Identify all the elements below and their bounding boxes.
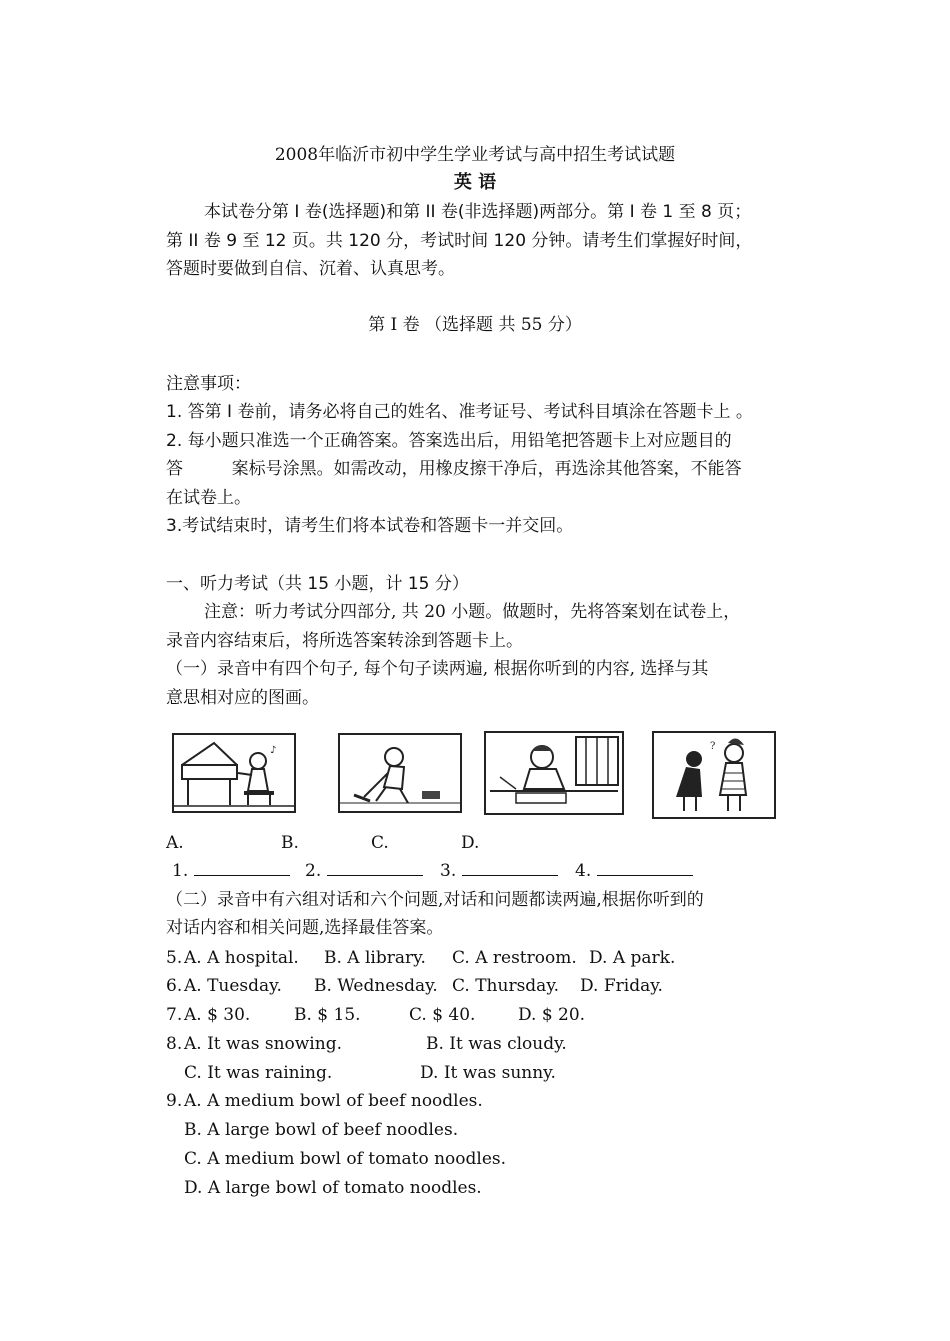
q7-option-b[interactable]: B. $ 15. — [294, 1005, 361, 1025]
picture-label-c: C. — [371, 833, 389, 853]
exam-title: 2008年临沂市初中学生学业考试与高中招生考试试题 — [274, 145, 676, 165]
svg-text:♪: ♪ — [270, 745, 277, 756]
sub2-line-2: 对话内容和相关问题,选择最佳答案。 — [166, 918, 444, 938]
picture-c-writing — [484, 731, 624, 815]
blank-line-2 — [327, 861, 423, 876]
girl-writing-icon — [486, 733, 622, 813]
sub1-line-2: 意思相对应的图画。 — [166, 688, 319, 708]
blank-line-3 — [462, 861, 558, 876]
notice-item-2-cont: 答 案标号涂黑。如需改动，用橡皮擦干净后，再选涂其他答案，不能答 — [166, 459, 742, 479]
q5-option-c[interactable]: C. A restroom. — [452, 948, 577, 968]
q6-option-d[interactable]: D. Friday. — [580, 976, 663, 996]
subject-title: 英 语 — [453, 172, 497, 193]
question-number: 5. — [166, 948, 183, 968]
part1-title: 第 I 卷 （选择题 共 55 分） — [368, 315, 582, 335]
piano-player-icon — [174, 735, 294, 811]
svg-text:?: ? — [710, 741, 716, 752]
q5-option-a[interactable]: A. A hospital. — [184, 948, 299, 968]
q7-option-c[interactable]: C. $ 40. — [409, 1005, 476, 1025]
sweeping-boy-icon — [340, 735, 460, 811]
picture-label-d: D. — [461, 833, 480, 853]
notice-heading: 注意事项： — [166, 374, 251, 394]
picture-d-talking — [652, 731, 776, 819]
answer-blank-4[interactable] — [575, 860, 693, 882]
question-9: 9. — [166, 1091, 183, 1111]
section1-note-1: 注意：听力考试分四部分, 共 20 小题。做题时，先将答案划在试卷上， — [204, 602, 741, 622]
q8-option-d[interactable]: D. It was sunny. — [420, 1063, 556, 1083]
q5-option-b[interactable]: B. A library. — [324, 948, 426, 968]
section1-note-2: 录音内容结束后，将所选答案转涂到答题卡上。 — [166, 631, 523, 651]
answer-blank-1[interactable] — [172, 860, 290, 882]
sub1-line-1: （一）录音中有四个句子, 每个句子读两遍, 根据你听到的内容, 选择与其 — [166, 659, 709, 679]
q8-option-a[interactable]: A. It was snowing. — [184, 1034, 342, 1054]
blank-number-4: 4. — [575, 861, 592, 881]
q9-option-a[interactable]: A. A medium bowl of beef noodles. — [184, 1091, 483, 1111]
picture-label-a: A. — [166, 833, 184, 853]
intro-line-2: 第 II 卷 9 至 12 页。共 120 分，考试时间 120 分钟。请考生们掌握好时间， — [166, 231, 753, 251]
notice-item-2: 2. 每小题只准选一个正确答案。答案选出后，用铅笔把答题卡上对应题目的 — [166, 431, 732, 451]
blank-line-1 — [194, 861, 290, 876]
blank-line-4 — [597, 861, 693, 876]
picture-label-b: B. — [281, 833, 299, 853]
q7-option-d[interactable]: D. $ 20. — [518, 1005, 586, 1025]
intro-line-3: 答题时要做到自信、沉着、认真思考。 — [166, 259, 455, 279]
notice-item-1: 1. 答第 I 卷前，请务必将自己的姓名、准考证号、考试科目填涂在答题卡上 。 — [166, 402, 753, 422]
notice-item-2-end: 在试卷上。 — [166, 488, 251, 508]
q9-option-c[interactable]: C. A medium bowl of tomato noodles. — [184, 1149, 507, 1169]
question-6: 6. — [166, 976, 183, 996]
q8-option-c[interactable]: C. It was raining. — [184, 1063, 333, 1083]
intro-line-1: 本试卷分第 I 卷(选择题)和第 II 卷(非选择题)两部分。第 I 卷 1 至 8 页； — [204, 202, 752, 222]
q9-option-b[interactable]: B. A large bowl of beef noodles. — [184, 1120, 459, 1140]
sub2-line-1: （二）录音中有六组对话和六个问题,对话和问题都读两遍,根据你听到的 — [166, 890, 704, 910]
question-8: 8. — [166, 1034, 183, 1054]
q8-option-b[interactable]: B. It was cloudy. — [426, 1034, 567, 1054]
blank-number-2: 2. — [305, 861, 322, 881]
q6-option-a[interactable]: A. Tuesday. — [184, 976, 282, 996]
section1-title: 一、听力考试（共 15 小题，计 15 分） — [166, 574, 469, 594]
question-7: 7. — [166, 1005, 183, 1025]
blank-number-1: 1. — [172, 861, 189, 881]
q9-option-d[interactable]: D. A large bowl of tomato noodles. — [184, 1178, 482, 1198]
question-5 — [166, 947, 182, 969]
answer-blank-3[interactable] — [440, 860, 558, 882]
notice-item-3: 3.考试结束时，请考生们将本试卷和答题卡一并交回。 — [166, 516, 574, 536]
two-people-talking-icon — [654, 733, 774, 817]
q6-option-c[interactable]: C. Thursday. — [452, 976, 560, 996]
picture-a-piano — [172, 733, 296, 813]
q6-option-b[interactable]: B. Wednesday. — [314, 976, 438, 996]
blank-number-3: 3. — [440, 861, 457, 881]
q7-option-a[interactable]: A. $ 30. — [184, 1005, 251, 1025]
answer-blank-2[interactable] — [305, 860, 423, 882]
q5-option-d[interactable]: D. A park. — [589, 948, 676, 968]
picture-b-sweeping — [338, 733, 462, 813]
